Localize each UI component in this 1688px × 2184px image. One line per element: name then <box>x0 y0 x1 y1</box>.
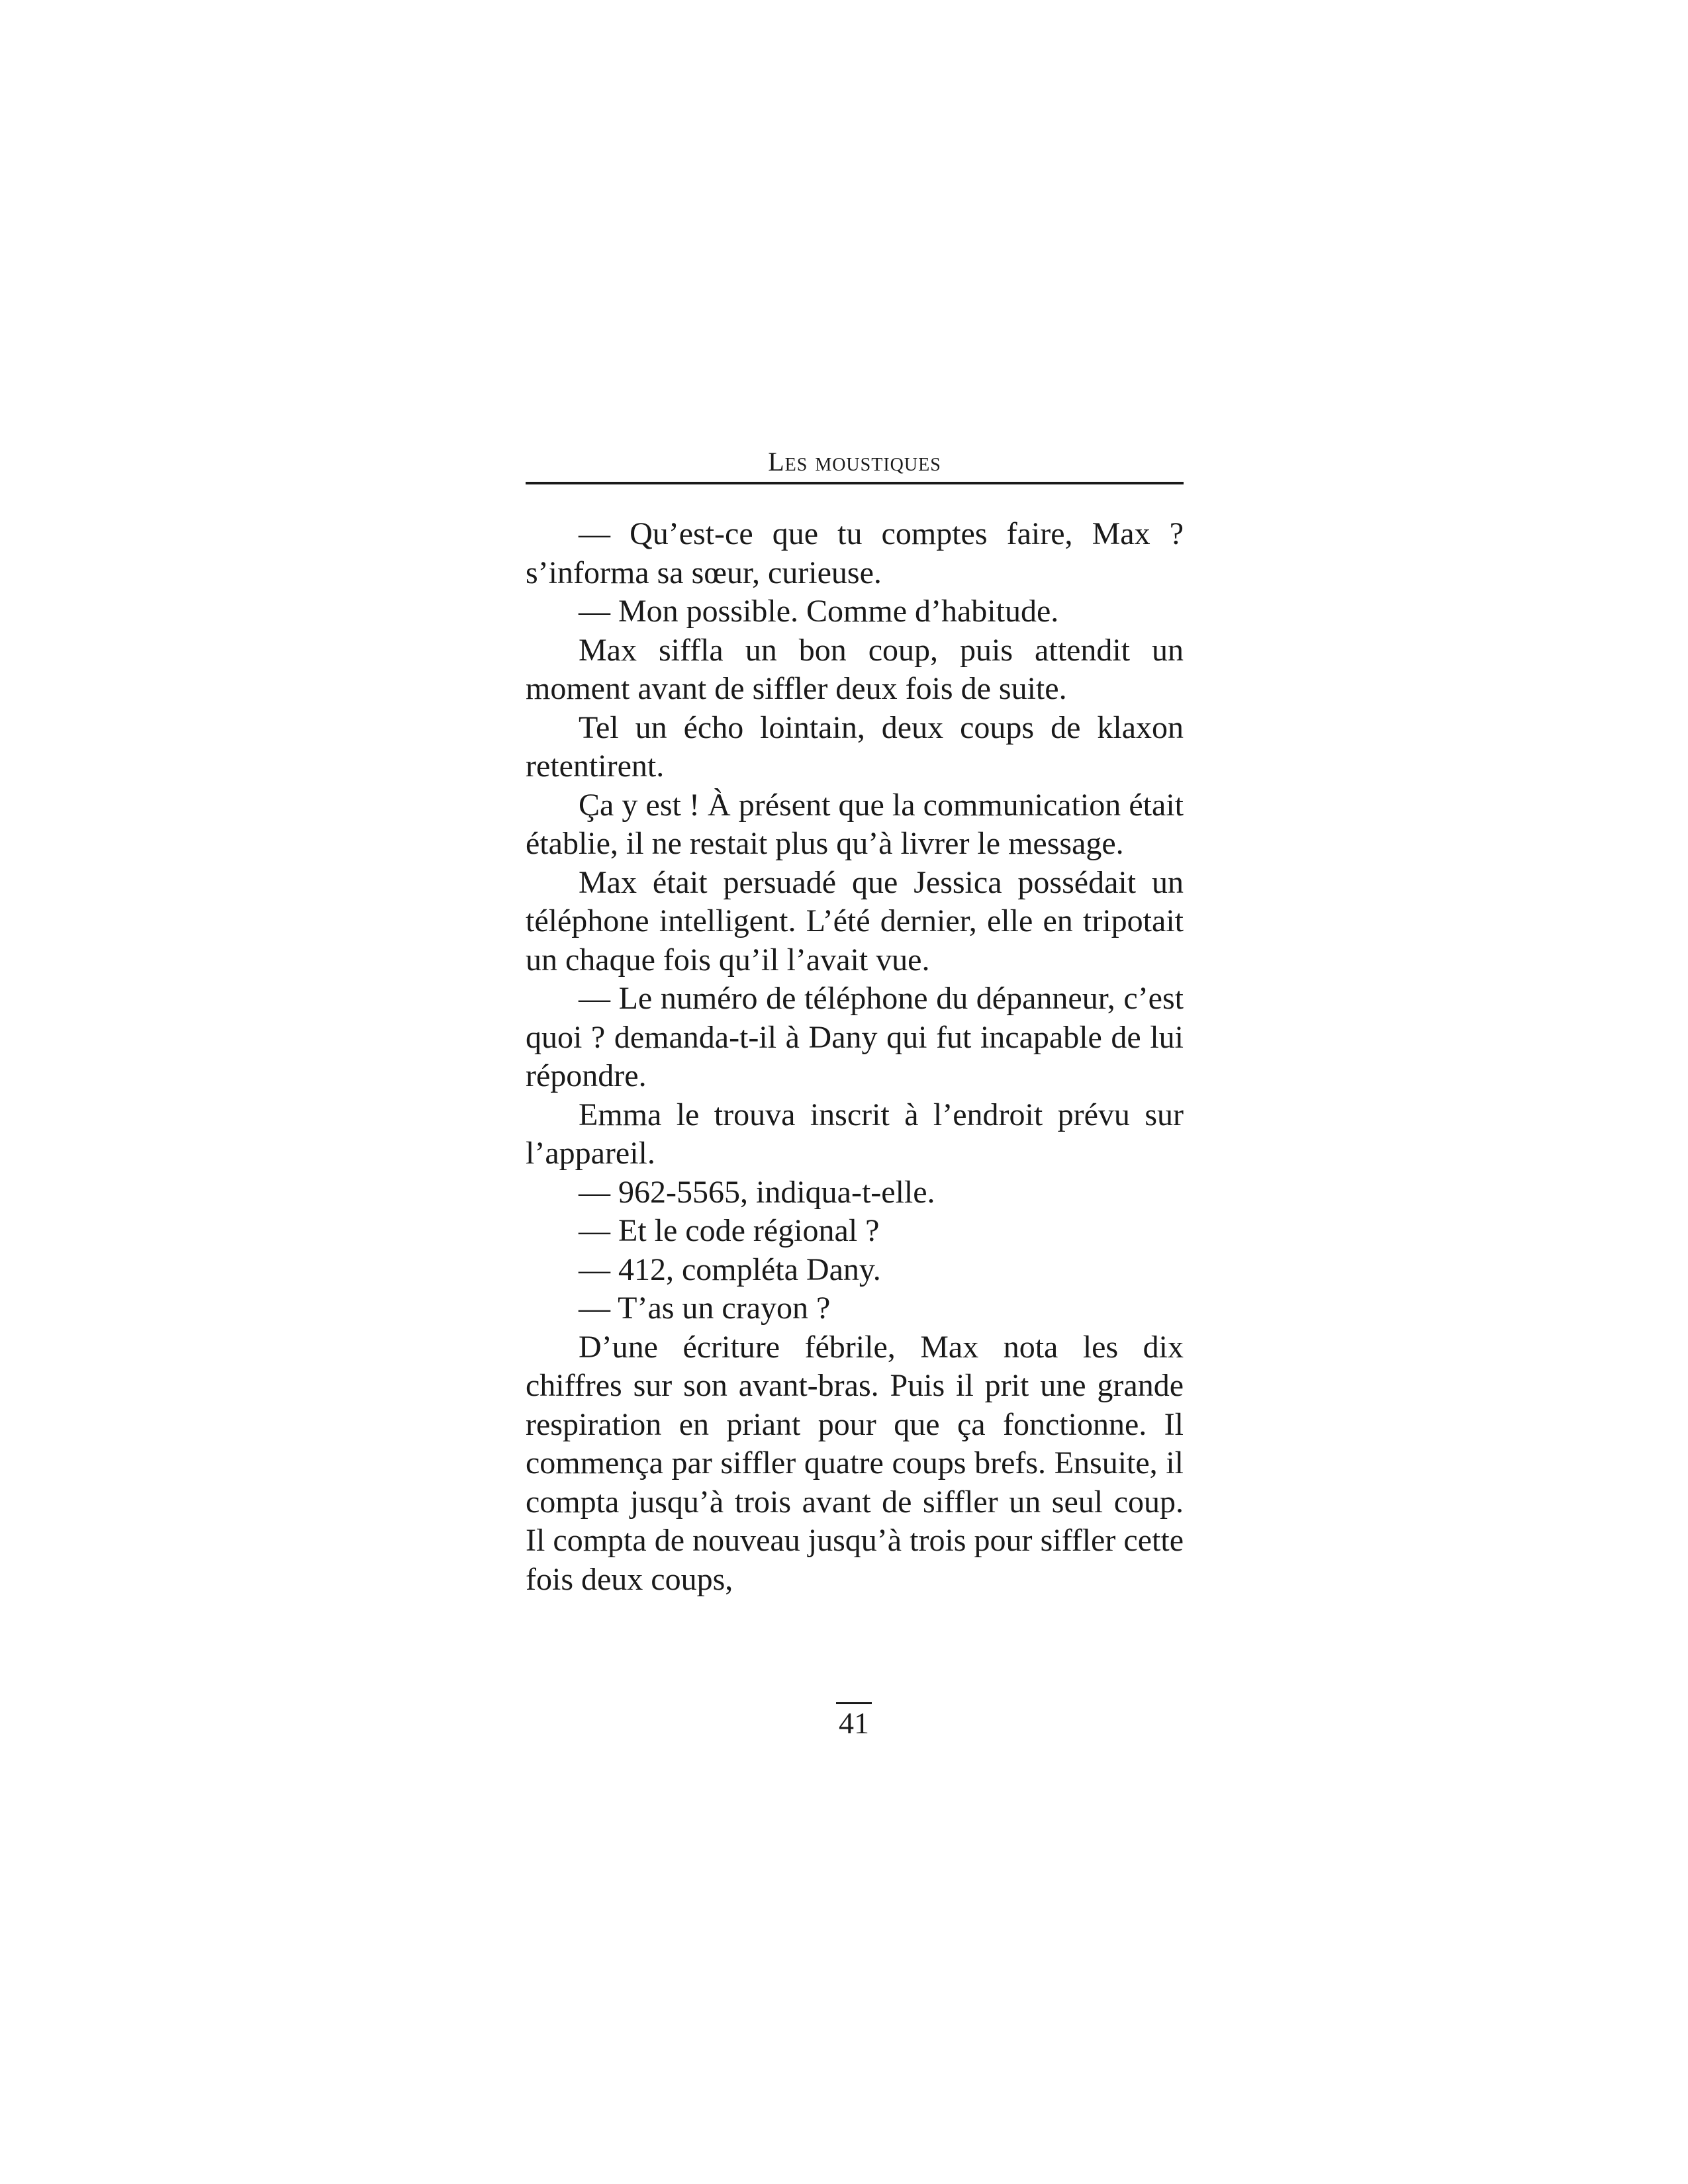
paragraph: Max siffla un bon coup, puis attendit un moment avant de siffler deux fois de suite. <box>526 632 1184 706</box>
running-head: Les moustiques <box>768 447 941 477</box>
paragraph: Ça y est ! À présent que la communication était établie, il ne restait plus qu’à livrer le message. <box>526 787 1184 861</box>
paragraph: D’une écriture fébrile, Max nota les dix chiffres sur son avant-bras. Puis il prit une grande respiration en priant pour que ça fonctionne. Il commença par siffler quatre coups brefs. Ensuite, il compta jusqu’à trois avant de siffler un seul coup. Il compta de nouveau jusqu’à trois pour siffler cette fois deux coups, <box>526 1329 1184 1597</box>
paragraph: Emma le trouva inscrit à l’endroit prévu sur l’appareil. <box>526 1097 1184 1171</box>
paragraph: — Le numéro de téléphone du dépanneur, c’est quoi ? demanda-t-il à Dany qui fut incapable de lui répondre. <box>526 981 1184 1093</box>
paragraph: — 412, compléta Dany. <box>579 1251 881 1287</box>
paragraph: — T’as un crayon ? <box>579 1291 831 1326</box>
paragraph: — Et le code régional ? <box>579 1213 880 1248</box>
paragraph: — 962-5565, indiqua-t-elle. <box>579 1174 935 1210</box>
paragraph: — Qu’est-ce que tu comptes faire, Max ? s’informa sa sœur, curieuse. <box>526 516 1184 590</box>
paragraph: Tel un écho lointain, deux coups de klaxon retentirent. <box>526 709 1184 784</box>
paragraph: Max était persuadé que Jessica possédait un téléphone intelligent. L’été dernier, elle en tripotait un chaque fois qu’il l’avait vue. <box>526 864 1184 978</box>
page-header <box>526 442 1184 484</box>
body-text <box>526 515 1184 1653</box>
page-footer <box>791 1702 917 1743</box>
paragraph: — Mon possible. Comme d’habitude. <box>579 594 1059 629</box>
page-number: 41 <box>836 1702 872 1743</box>
